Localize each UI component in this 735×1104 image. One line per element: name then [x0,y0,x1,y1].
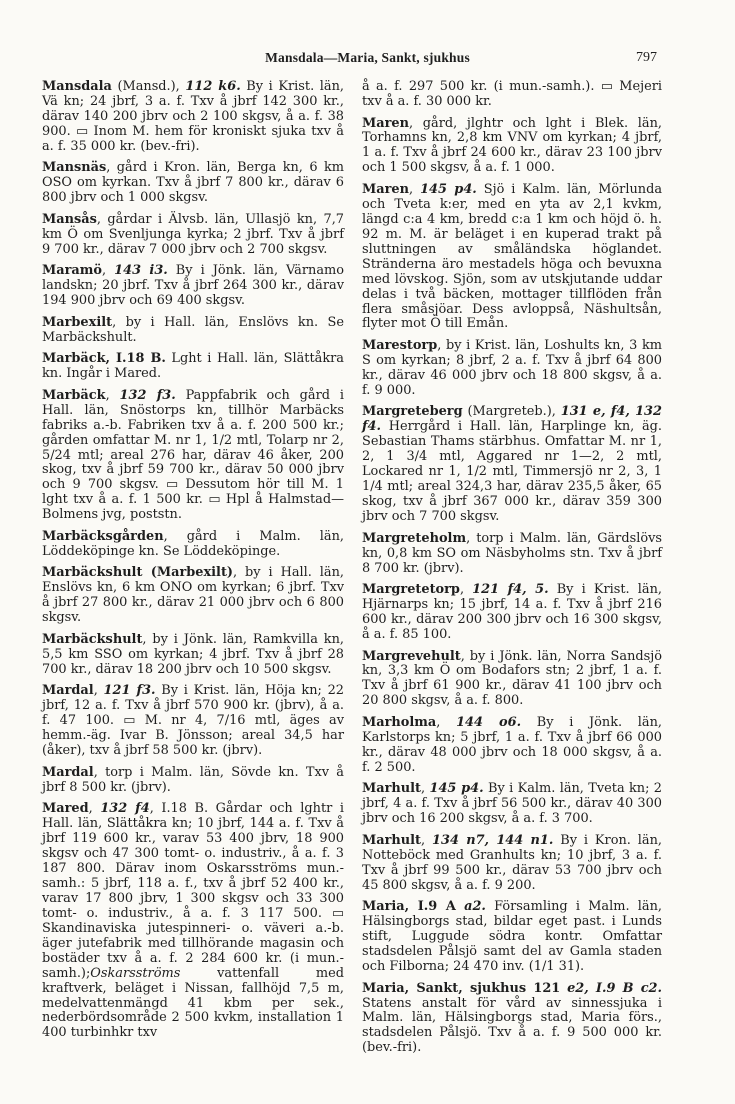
header-title: Mansdala—Maria, Sankt, sjukhus [265,50,470,65]
entry-text: , by i Jönk. län, Norra Sandsjö kn, 3,3 km Ö om Bodafors stn; 2 jbrf, 1 a. f. Txv å jbrf 61 900 kr., därav 41 100 jbrv och 20 800 skgsv, å a. f. 800. [362,648,662,709]
entry-text: , by i Hall. län, Enslövs kn. Se Marbäckshult. [42,314,344,345]
entry-text: å a. f. 297 500 kr. (i mun.-samh.). ▭ Mejeri txv å a. f. 30 000 kr. [362,79,662,109]
entry-text: Lght i Hall. län, Slättåkra kn. Ingår i Mared. [42,351,344,382]
entry-headword: Mansdala [42,79,112,94]
entry-text: Herrgård i Hall. län, Harplinge kn, äg. Sebastian Thams stärbhus. Omfattar M. nr 1, 2, 1 3/4 mtl, Aggared nr 1—2, 2 mtl, Lockared nr 1, 1/2 mtl, Timmersjö nr 2, 3, 1 1/4 mtl; areal 324,3 har, därav 235,5 åker, 65 skog, txv å jbrf 367 000 kr., därav 359 300 jbrv och 7 700 skgsv. [362,419,662,525]
entry-connector: , [88,801,101,817]
entry-text-cont: vattenfall med kraftverk, beläget i Nissan, fallhöjd 7,5 m, medelvattenmängd 41 kbm per sek., nederbördsområde 2 500 kvkm, installation 1 400 turbinhkr txv [42,965,344,1041]
entry [42,633,344,678]
entry-map-ref: a2. [464,899,486,915]
entry-text: , I.18 B. Gårdar och lghtr i Hall. län, Slättåkra kn; 10 jbrf, 144 a. f. Txv å jbrf 119 600 kr., varav 53 400 jbrv, 18 900 skgsv och 47 300 tomt- o. industriv., å a. f. 3 187 800. Därav inom Oskarsströms mun.-samh.: 5 jbrf, 118 a. f., txv å jbrf 52 400 kr., varav 17 800 jbrv, 1 300 skgsv och 33 300 tomt- o. industriv., å a. f. 3 117 500. ▭ Skandinaviska jutespinneri- o. väveri a.-b. äger jutefabrik med tillhörande magasin och bostäder txv å a. f. 2 284 600 kr. (i mun.-samh.); [42,801,345,981]
entry-map-ref: 143 i3. [114,263,168,279]
entry [42,213,344,258]
entry-headword: Marbexilt [42,314,113,330]
entry-connector: , [409,181,421,197]
entry-map-ref: 112 k6. [185,79,241,94]
entry-headword: Mardal [42,764,94,780]
entry-map-ref: e2, I.9 B c2. [567,980,662,996]
entry-headword: Margrevehult [362,648,461,664]
entry [42,80,344,155]
entry-map-ref: 132 f4 [100,801,150,817]
entry-headword: Marbäckshult (Marbexilt) [42,565,234,581]
entry [362,183,662,333]
entry-headword: Maria, I.9 A [362,899,456,915]
entry-headword: Maren [362,115,409,131]
entry [42,530,344,560]
entry-map-ref: 145 p4. [420,181,477,197]
entry-headword: Maren [362,181,409,197]
entry-connector: (Margreteb.), [462,404,561,420]
entry [42,684,344,759]
entry-headword: Margretetorp [362,582,460,598]
entry [362,405,662,525]
entry-headword: Maramö [42,263,103,279]
entry-text: Sjö i Kalm. län, Mörlunda och Tveta k:er, med en yta av 2,1 kvkm, längd c:a 4 km, bredd c:a 1 km och höjd ö. h. 92 m. M. är beläget i en kuperad trakt på sluttningen av småländska höglandet. Stränderna äro mestadels höga och bevuxna med lövskog. Sjön, som av utskjutande uddar delas i två bäcken, mottager tillflöden från flera småsjöar. Dess avloppså, Näshultsån, flyter mot Ö till Emån. [362,181,663,332]
entry-map-ref: 131 e, f4, 132 f4. [362,404,662,435]
entry [362,583,662,643]
entry [362,80,662,110]
entry-headword: Marestorp [362,338,438,354]
entry-text: By i Kalm. län, Tveta kn; 2 jbrf, 4 a. f. Txv å jbrf 56 500 kr., därav 40 300 jbrv och 16 200 skgsv, å a. f. 3 700. [362,781,663,827]
entry [362,716,662,776]
entry-text: Församling i Malm. län, Hälsingborgs stad, bildar eget past. i Lunds stift, Luggude södra kontr. Omfattar stadsdelen Pålsjö samt del av Gamla staden och Filborna; 24 470 inv. (1/1 31). [362,899,662,974]
entry-text: , gård i Malm. län, Löddeköpinge kn. Se Löddeköpinge. [42,528,344,559]
entry-headword: Marbäckshult [42,631,143,647]
entry-headword: Mared [42,801,89,817]
entry-text: , torp i Malm. län, Gärdslövs kn, 0,8 km SO om Näsbyholms stn. Txv å jbrf 8 700 kr. (jbrv). [362,530,662,576]
entry-connector: , [421,781,430,797]
entry-headword: Marhult [362,832,422,848]
entry-connector: , [459,582,473,598]
entry-headword: Mansås [42,211,97,227]
entry [42,802,344,1041]
entry [362,117,662,177]
page-number: 797 [636,50,657,65]
entry-connector: , [93,683,104,699]
entry [362,532,662,577]
entry-text: By i Krist. län, Höja kn; 22 jbrf, 12 a. f. Txv å jbrf 570 900 kr. (jbrv), å a. f. 47 100. ▭ M. nr 4, 7/16 mtl, äges av hemm.-äg. Ivar B. Jönsson; areal 34,5 har (åker), txv å jbrf 58 500 kr. (jbrv). [42,683,345,759]
running-header [0,50,735,72]
entry-connector [456,899,464,914]
entry-headword: Marholma [362,714,437,730]
entry [362,339,662,399]
entry [42,316,344,346]
entry-connector: , [436,714,457,730]
entry-text: , by i Krist. län, Loshults kn, 3 km S om kyrkan; 8 jbrf, 2 a. f. Txv å jbrf 64 800 kr., därav 46 000 jbrv och 18 800 skgsv, å a. f. 9 000. [362,338,662,398]
entry-map-ref: 132 f3. [119,387,176,403]
entry-italic-name: Oskarsströms [90,965,181,981]
entry-headword: Maria, Sankt, sjukhus 121 [362,980,561,996]
entry-text: , gård, jlghtr och lght i Blek. län, Torhamns kn, 2,8 km VNV om kyrkan; 4 jbrf, 1 a. f. Txv å jbrf 24 600 kr., därav 23 100 jbrv och 1 500 skgsv, å a. f. 1 000. [362,115,662,176]
entry-headword: Mansnäs [42,160,107,176]
entry-map-ref: 144 o6. [456,714,522,730]
entry [362,982,662,1057]
entry-text: Pappfabrik och gård i Hall. län, Snöstorps kn, tillhör Marbäcks fabriks a.-b. Fabriken txv å a. f. 200 500 kr.; gården omfattar M. nr 1, 1/2 mtl, Tolarp nr 2, 5/24 mtl; areal 276 har, därav 46 åker, 200 skog, txv å jbrf 59 700 kr., därav 50 000 jbrv och 9 700 skgsv. ▭ Dessutom hör till M. 1 lght txv å a. f. 1 500 kr. ▭ Hpl å Halmstad—Bolmens jvg, poststn. [42,387,344,523]
entry-text: By i Jönk. län, Värnamo landskn; 20 jbrf. Txv å jbrf 264 300 kr., därav 194 900 jbrv och 69 400 skgsv. [42,263,344,309]
entry [42,389,344,524]
entry-text: , torp i Malm. län, Sövde kn. Txv å jbrf 8 500 kr. (jbrv). [42,764,344,795]
entry-text: , gårdar i Älvsb. län, Ullasjö kn, 7,7 km Ö om Svenljunga kyrka; 2 jbrf. Txv å jbrf 9 700 kr., därav 7 000 jbrv och 2 700 skgsv. [42,211,344,257]
entry-map-ref: 121 f3. [103,683,156,699]
right-column [362,80,662,1063]
entry-text: , by i Jönk. län, Ramkvilla kn, 5,5 km SSO om kyrkan; 4 jbrf. Txv å jbrf 28 700 kr., därav 18 200 jbrv och 10 500 skgsv. [42,631,344,677]
entry-connector: , [421,832,433,848]
entry [362,900,662,975]
entry-headword: Margreteberg [362,404,463,420]
entry-headword: Marbäck [42,387,106,403]
entry-connector: , [102,263,115,279]
entry-connector: , [105,387,120,403]
entry-text: By i Jönk. län, Karlstorps kn; 5 jbrf, 1 a. f. Txv å jbrf 66 000 kr., därav 48 000 jbrv och 18 000 skgsv, å a. f. 2 500. [362,714,663,775]
entry-headword: Marbäck, I.18 B. [42,351,166,367]
entry-headword: Margreteholm [362,530,467,546]
entry [362,650,662,710]
entry [42,566,344,626]
entry [362,834,662,894]
entry-map-ref: 145 p4. [429,781,484,797]
entry [42,352,344,382]
entry-text: , gård i Kron. län, Berga kn, 6 km OSO om kyrkan. Txv å jbrf 7 800 kr., därav 6 800 jbrv och 1 000 skgsv. [42,160,344,206]
entry-text: By i Kron. län, Notteböck med Granhults kn; 10 jbrf, 3 a. f. Txv å jbrf 99 500 kr., därav 53 700 jbrv och 45 800 skgsv, å a. f. 9 200. [362,832,662,893]
entry [42,264,344,309]
entry-text: By i Krist. län, Vä kn; 24 jbrf, 3 a. f. Txv å jbrf 142 300 kr., därav 140 200 jbrv och 2 100 skgsv, å a. f. 38 900. ▭ Inom M. hem för kroniskt sjuka txv å a. f. 35 000 kr. (bev.-fri). [42,79,344,154]
entry [42,161,344,206]
left-column [42,80,344,1048]
entry-headword: Marhult [362,781,422,797]
entry-map-ref: 134 n7, 144 n1. [432,832,554,848]
entry-text: Statens anstalt för vård av sinnessjuka i Malm. län, Hälsingborgs stad, Maria förs., stadsdelen Pålsjö. Txv å a. f. 9 500 000 kr. (bev.-fri). [362,995,662,1056]
entry-headword: Marbäcksgården [42,528,164,544]
entry-connector: (Mansd.), [111,79,186,94]
entry-map-ref: 121 f4, 5. [472,582,549,598]
entry-text: By i Krist. län, Hjärnarps kn; 15 jbrf, 14 a. f. Txv å jbrf 216 600 kr., därav 200 300 jbrv och 16 300 skgsv, å a. f. 85 100. [362,582,662,642]
entry [362,782,662,827]
entry-text: , by i Hall. län, Enslövs kn, 6 km ONO om kyrkan; 6 jbrf. Txv å jbrf 27 800 kr., därav 21 000 jbrv och 6 800 skgsv. [42,565,345,626]
entry [42,766,344,796]
entry-headword: Mardal [42,683,94,699]
